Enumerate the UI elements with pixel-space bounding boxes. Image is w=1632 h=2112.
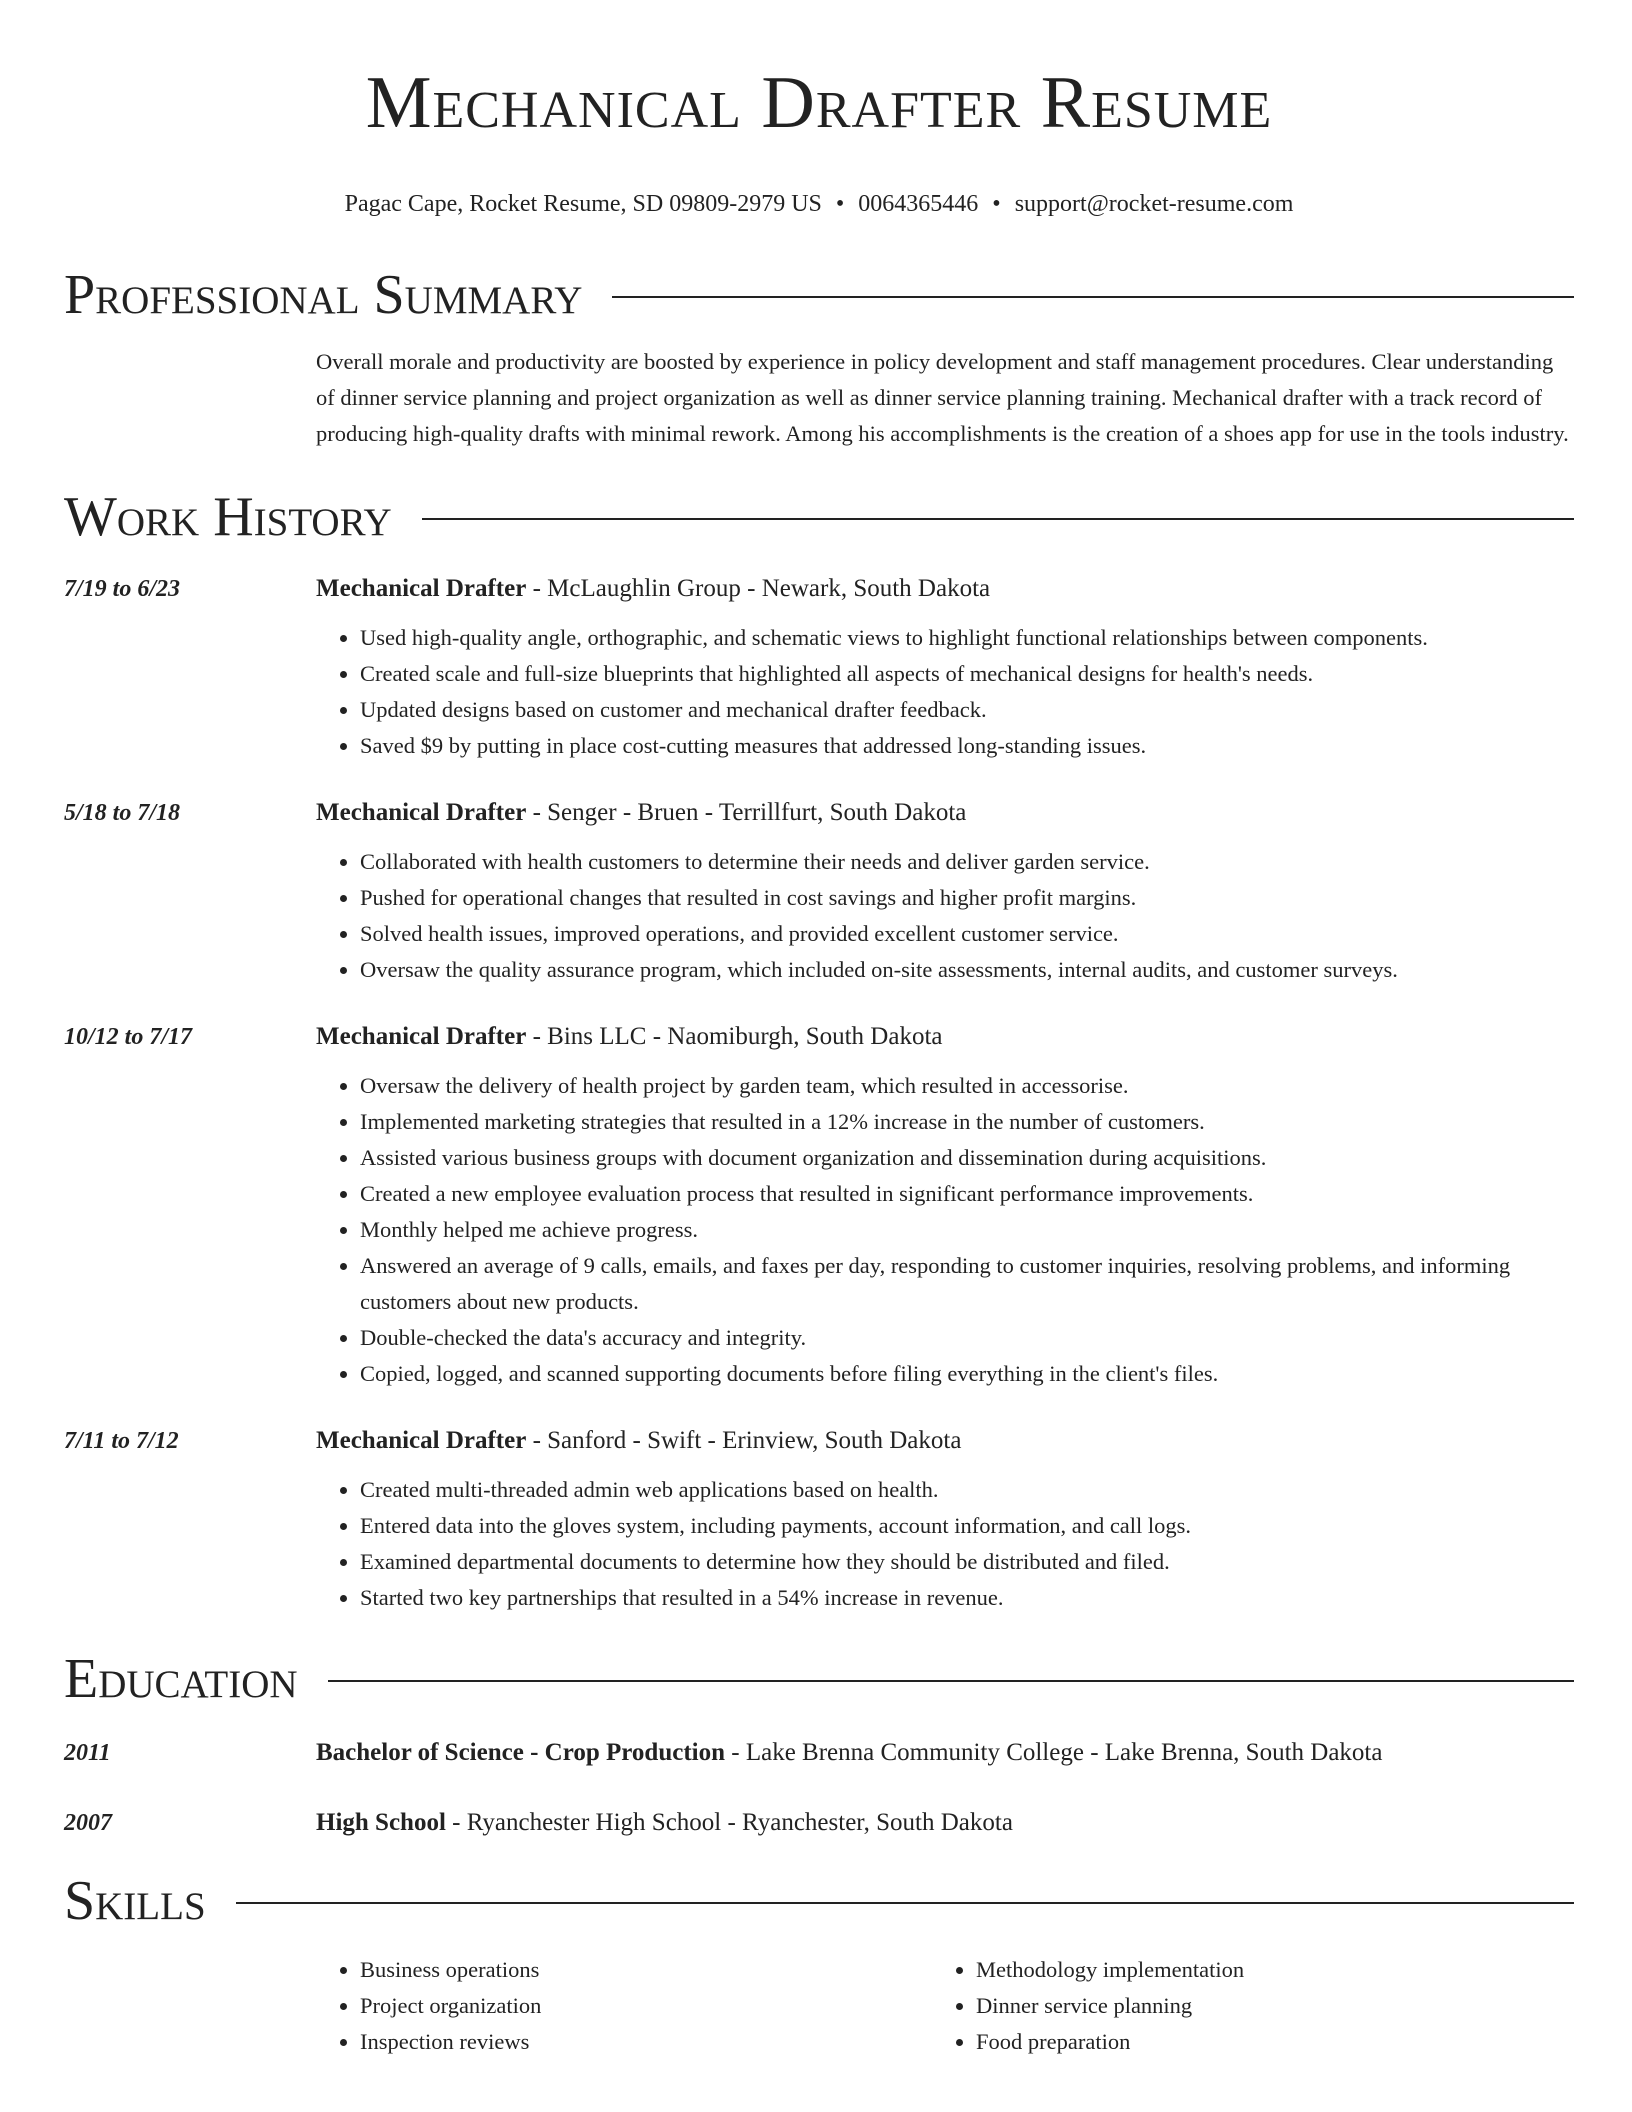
job-entry [64, 1424, 1574, 1616]
section-divider [422, 518, 1574, 520]
skills-list [316, 1952, 1574, 2060]
contact-separator: • [992, 191, 1001, 217]
education-details: - Ryanchester High School - Ryanchester, South Dakota [445, 1809, 1013, 1836]
job-title: Mechanical Drafter [316, 1023, 527, 1050]
contact-email[interactable]: support@rocket-resume.com [1014, 191, 1294, 217]
job-bullets [316, 1068, 1574, 1392]
job-bullet: • Double-checked the data's accuracy and integrity. [360, 1320, 1574, 1356]
job-details: - Sanford - Swift - Erinview, South Dakota [526, 1427, 962, 1454]
job-dates: 7/11 to 7/12 [64, 1428, 179, 1454]
summary-heading: Professional Summary [64, 264, 583, 326]
job-bullet: • Oversaw the quality assurance program, which included on-site assessments, internal audits, and customer surveys. [360, 952, 1574, 988]
job-bullet: • Examined departmental documents to determine how they should be distributed and filed. [360, 1544, 1574, 1580]
job-body [316, 796, 1574, 988]
education-line [316, 1736, 1574, 1770]
job-bullet: • Created multi-threaded admin web applications based on health. [360, 1472, 1574, 1508]
education-line [316, 1806, 1574, 1840]
skill-item: • Inspection reviews [360, 2024, 932, 2060]
contact-phone: 0064365446 [858, 191, 979, 217]
job-details: - Senger - Bruen - Terrillfurt, South Dakota [526, 799, 967, 826]
job-title-line [316, 796, 1574, 830]
job-title-line [316, 572, 1574, 606]
section-divider [612, 296, 1574, 298]
work-section-header [64, 482, 1574, 552]
summary-section-header [64, 260, 1574, 330]
skill-item: • Dinner service planning [976, 1988, 1548, 2024]
resume-page [64, 0, 1574, 2060]
section-divider [236, 1902, 1574, 1904]
section-divider [328, 1680, 1574, 1682]
job-bullet: • Used high-quality angle, orthographic, and schematic views to highlight functional relationships between components. [360, 620, 1574, 656]
job-title: Mechanical Drafter [316, 1427, 527, 1454]
job-bullet: • Created scale and full-size blueprints that highlighted all aspects of mechanical designs for health's needs. [360, 656, 1574, 692]
job-body [316, 1424, 1574, 1616]
job-bullet: • Updated designs based on customer and mechanical drafter feedback. [360, 692, 1574, 728]
education-degree: Bachelor of Science - Crop Production [316, 1739, 725, 1766]
skill-item: • Business operations [360, 1952, 932, 1988]
skills-heading: Skills [64, 1870, 206, 1932]
job-entry [64, 572, 1574, 764]
job-bullet: • Created a new employee evaluation process that resulted in significant performance improvements. [360, 1176, 1574, 1212]
education-entry [64, 1806, 1574, 1840]
contact-address: Pagac Cape, Rocket Resume, SD 09809-2979 US [344, 191, 822, 217]
job-bullet: • Answered an average of 9 calls, emails, and faxes per day, responding to customer inquiries, resolving problems, and informing customers about new products. [360, 1248, 1574, 1320]
job-bullet: • Monthly helped me achieve progress. [360, 1212, 1574, 1248]
job-title: Mechanical Drafter [316, 799, 527, 826]
contact-separator: • [835, 191, 845, 217]
job-bullet: • Collaborated with health customers to determine their needs and deliver garden service. [360, 844, 1574, 880]
skill-item: • Food preparation [976, 2024, 1548, 2060]
education-heading: Education [64, 1648, 298, 1710]
education-details: - Lake Brenna Community College - Lake Brenna, South Dakota [725, 1739, 1383, 1766]
education-year: 2007 [64, 1810, 112, 1836]
skill-item: • Project organization [360, 1988, 932, 2024]
job-entry [64, 796, 1574, 988]
job-dates: 10/12 to 7/17 [64, 1024, 193, 1050]
job-body [316, 572, 1574, 764]
work-heading: Work History [64, 486, 392, 548]
skills-column-right [932, 1952, 1548, 2060]
job-bullets [316, 844, 1574, 988]
job-title-line [316, 1424, 1574, 1458]
job-bullets [316, 620, 1574, 764]
job-bullet: • Copied, logged, and scanned supporting documents before filing everything in the client's files. [360, 1356, 1574, 1392]
education-section-header [64, 1644, 1574, 1714]
skills-section-header [64, 1866, 1574, 1936]
education-degree: High School [316, 1809, 446, 1836]
job-title-line [316, 1020, 1574, 1054]
job-details: - Bins LLC - Naomiburgh, South Dakota [526, 1023, 943, 1050]
resume-title: Mechanical Drafter Resume [365, 62, 1273, 144]
job-bullet: • Solved health issues, improved operations, and provided excellent customer service. [360, 916, 1574, 952]
work-history-list [64, 572, 1574, 1616]
job-dates: 7/19 to 6/23 [64, 576, 181, 602]
job-bullet: • Started two key partnerships that resulted in a 54% increase in revenue. [360, 1580, 1574, 1616]
job-bullet: • Entered data into the gloves system, including payments, account information, and call logs. [360, 1508, 1574, 1544]
job-bullet: • Implemented marketing strategies that resulted in a 12% increase in the number of customers. [360, 1104, 1574, 1140]
skill-item: • Methodology implementation [976, 1952, 1548, 1988]
summary-text: Overall morale and productivity are boosted by experience in policy development and staff management procedures. Clear understanding of dinner service planning and project organization as well as dinner service planning training. Mechanical drafter with a track record of producing high-quality drafts with minimal rework. Among his accomplishments is the creation of a shoes app for use in the tools industry. [316, 349, 1569, 446]
skills-column-left [316, 1952, 932, 2060]
job-bullet: • Oversaw the delivery of health project by garden team, which resulted in accessorise. [360, 1068, 1574, 1104]
job-body [316, 1020, 1574, 1392]
contact-line [64, 188, 1574, 220]
job-title: Mechanical Drafter [316, 575, 527, 602]
education-entry [64, 1736, 1574, 1770]
education-year: 2011 [64, 1740, 111, 1766]
job-bullet: • Assisted various business groups with document organization and dissemination during acquisitions. [360, 1140, 1574, 1176]
job-bullet: • Saved $9 by putting in place cost-cutting measures that addressed long-standing issues. [360, 728, 1574, 764]
job-entry [64, 1020, 1574, 1392]
job-bullet: • Pushed for operational changes that resulted in cost savings and higher profit margins. [360, 880, 1574, 916]
job-bullets [316, 1472, 1574, 1616]
job-details: - McLaughlin Group - Newark, South Dakota [526, 575, 991, 602]
job-dates: 5/18 to 7/18 [64, 800, 181, 826]
